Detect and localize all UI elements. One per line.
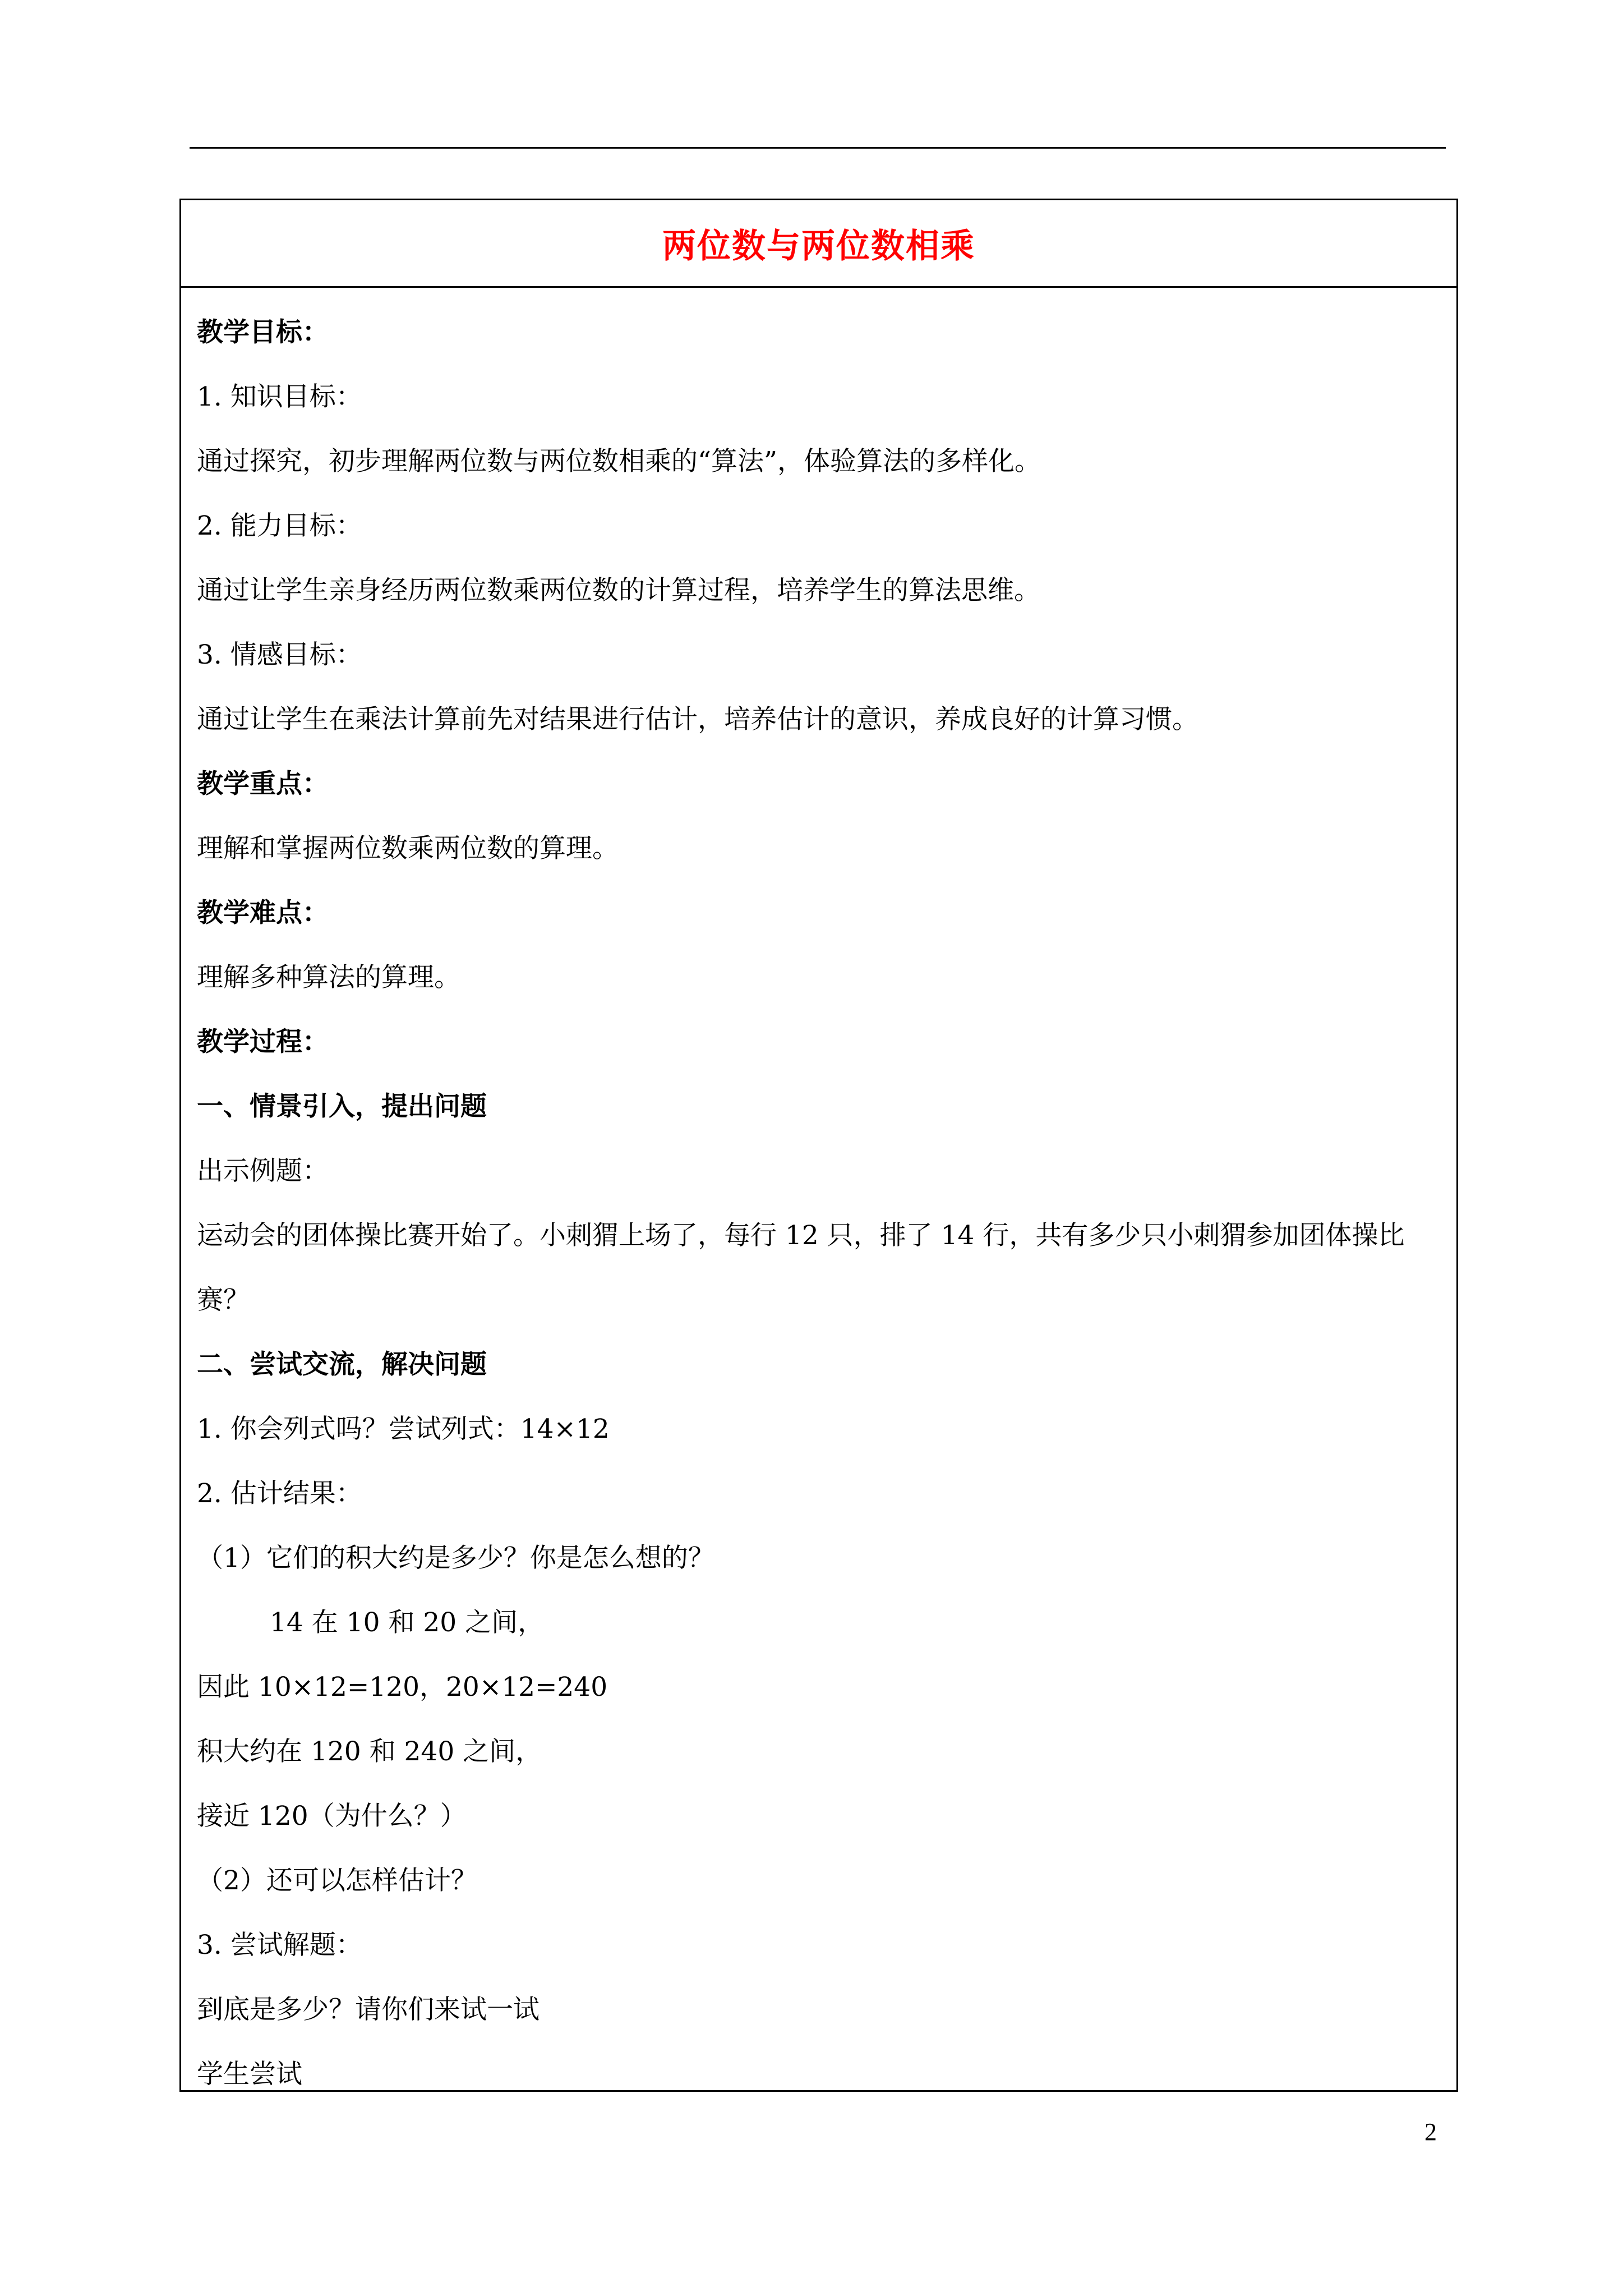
section-heading-key-points: 教学重点： bbox=[197, 769, 329, 799]
lesson-plan-table bbox=[179, 199, 1458, 2092]
try-prompt: 到底是多少？请你们来试一试 bbox=[197, 1994, 540, 2025]
step-two-heading: 二、尝试交流，解决问题 bbox=[197, 1349, 487, 1380]
step-two-item-2: 2. 估计结果： bbox=[197, 1478, 362, 1509]
step-two-item-1: 1. 你会列式吗？尝试列式：14×12 bbox=[197, 1414, 610, 1444]
key-points-text: 理解和掌握两位数乘两位数的算理。 bbox=[197, 833, 619, 864]
example-problem: 运动会的团体操比赛开始了。小刺猬上场了，每行 12 只，排了 14 行，共有多少只小刺猬参加团体操比赛？ bbox=[197, 1220, 1405, 1315]
estimate-reasoning-4: 接近 120（为什么？） bbox=[197, 1801, 467, 1832]
page-title: 两位数与两位数相乘 bbox=[662, 226, 975, 266]
objective-ability-heading: 2. 能力目标： bbox=[197, 510, 362, 541]
step-two-item-3: 3. 尝试解题： bbox=[197, 1930, 362, 1961]
lesson-content bbox=[181, 288, 1456, 2106]
section-heading-difficulties: 教学难点： bbox=[197, 898, 329, 928]
estimate-question-2: （2）还可以怎样估计？ bbox=[197, 1865, 477, 1896]
objective-emotion-text: 通过让学生在乘法计算前先对结果进行估计，培养估计的意识，养成良好的计算习惯。 bbox=[197, 704, 1198, 735]
title-row bbox=[181, 200, 1456, 288]
example-label: 出示例题： bbox=[197, 1156, 329, 1186]
estimate-question-1: （1）它们的积大约是多少？你是怎么想的？ bbox=[197, 1543, 714, 1573]
objective-ability-text: 通过让学生亲身经历两位数乘两位数的计算过程，培养学生的算法思维。 bbox=[197, 575, 1040, 606]
objective-knowledge-text: 通过探究，初步理解两位数与两位数相乘的“算法”，体验算法的多样化。 bbox=[197, 446, 1041, 477]
estimate-reasoning-2: 因此 10×12=120，20×12=240 bbox=[197, 1672, 608, 1703]
section-heading-process: 教学过程： bbox=[197, 1027, 329, 1057]
student-try: 学生尝试 bbox=[197, 2059, 302, 2090]
objective-knowledge-heading: 1. 知识目标： bbox=[197, 381, 362, 412]
step-one-heading: 一、情景引入，提出问题 bbox=[197, 1091, 487, 1122]
estimate-reasoning-1: 14 在 10 和 20 之间， bbox=[270, 1607, 545, 1638]
page-number: 2 bbox=[1424, 2118, 1437, 2146]
section-heading-objectives: 教学目标： bbox=[197, 317, 329, 348]
header-rule bbox=[190, 147, 1446, 149]
difficulties-text: 理解多种算法的算理。 bbox=[197, 962, 460, 993]
objective-emotion-heading: 3. 情感目标： bbox=[197, 639, 362, 670]
estimate-reasoning-3: 积大约在 120 和 240 之间， bbox=[197, 1736, 542, 1767]
